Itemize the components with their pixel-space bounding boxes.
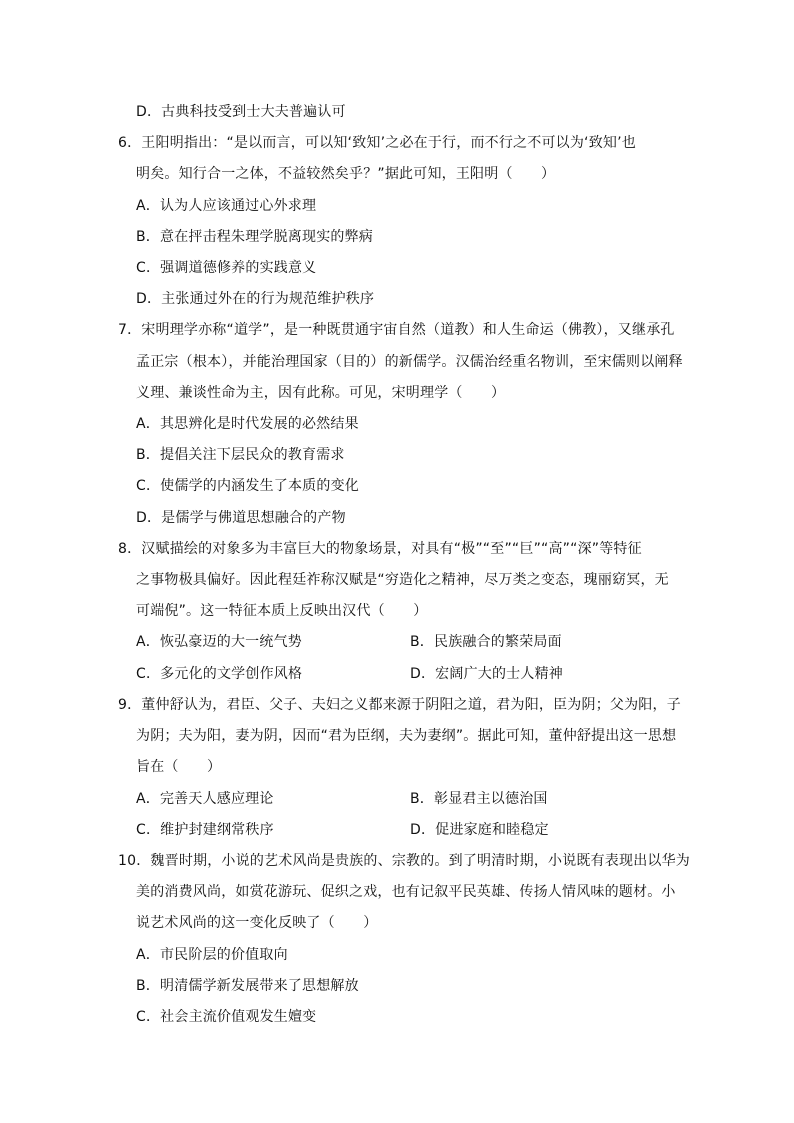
q10-option-a: A．市民阶层的价值取向 <box>136 947 288 963</box>
q7-stem-line1: 7．宋明理学亦称“道学”，是一种既贯通宇宙自然（道教）和人生命运（佛教），又继承孔 <box>118 322 675 338</box>
q9-option-b: B．彰显君主以德治国 <box>410 791 548 807</box>
q6-stem-line1: 6．王阳明指出：“是以而言，可以知‘致知’之必在于行，而不行之不可以为‘致知’也 <box>118 135 636 151</box>
q6-stem-line2: 明矣。知行合一之体，不益较然矣乎？”据此可知，王阳明（ ） <box>136 166 556 182</box>
q10-stem-line1: 10．魏晋时期，小说的艺术风尚是贵族的、宗教的。到了明清时期，小说既有表现出以华为 <box>118 853 691 869</box>
q6-option-a: A．认为人应该通过心外求理 <box>136 198 317 214</box>
q8-option-a: A．恢弘豪迈的大一统气势 <box>136 634 302 650</box>
q7-option-b: B．提倡关注下层民众的教育需求 <box>136 447 345 463</box>
q10-stem-line3: 说艺术风尚的这一变化反映了（ ） <box>136 915 378 931</box>
q10-option-c: C．社会主流价值观发生嬗变 <box>136 1009 317 1025</box>
q6-option-b: B．意在抨击程朱理学脱离现实的弊病 <box>136 229 374 245</box>
q6-option-d: D．主张通过外在的行为规范维护秩序 <box>136 291 375 307</box>
q9-option-a: A．完善天人感应理论 <box>136 791 274 807</box>
q6-option-c: C．强调道德修养的实践意义 <box>136 260 317 276</box>
q5-option-d: D．古典科技受到士大夫普遍认可 <box>136 104 346 120</box>
q8-option-c: C．多元化的文学创作风格 <box>136 666 303 682</box>
q7-option-c: C．使儒学的内涵发生了本质的变化 <box>136 478 359 494</box>
q8-option-b: B．民族融合的繁荣局面 <box>410 634 562 650</box>
q8-stem-line3: 可端倪”。这一特征本质上反映出汉代（ ） <box>136 603 428 619</box>
q10-option-b: B．明清儒学新发展带来了思想解放 <box>136 978 359 994</box>
q7-option-d: D．是儒学与佛道思想融合的产物 <box>136 510 346 526</box>
q9-stem-line2: 为阴；夫为阳，妻为阴，因而“君为臣纲，夫为妻纲”。据此可知，董仲舒提出这一思想 <box>136 728 677 744</box>
q8-option-d: D．宏阔广大的士人精神 <box>410 666 563 682</box>
q10-stem-line2: 美的消费风尚，如赏花游玩、促织之戏，也有记叙平民英雄、传扬人情风味的题材。小 <box>136 884 676 900</box>
q7-stem-line3: 义理、兼谈性命为主，因有此称。可见，宋明理学（ ） <box>136 385 506 401</box>
q9-stem-line1: 9．董仲舒认为，君臣、父子、夫妇之义都来源于阴阳之道，君为阳，臣为阴；父为阳，子 <box>118 697 681 713</box>
q9-option-c: C．维护封建纲常秩序 <box>136 822 274 838</box>
q9-stem-line3: 旨在（ ） <box>136 759 222 775</box>
q7-option-a: A．其思辨化是时代发展的必然结果 <box>136 416 359 432</box>
q8-stem-line2: 之事物极具偏好。因此程廷祚称汉赋是“穷造化之精神，尽万类之变态，瑰丽窈冥，无 <box>136 572 669 588</box>
q8-stem-line1: 8．汉赋描绘的对象多为丰富巨大的物象场景，对具有“极”“至”“巨”“高”“深”等特征 <box>118 541 642 557</box>
q7-stem-line2: 孟正宗（根本），并能治理国家（目的）的新儒学。汉儒治经重名物训，至宋儒则以阐释 <box>136 354 683 370</box>
q9-option-d: D．促进家庭和睦稳定 <box>410 822 549 838</box>
